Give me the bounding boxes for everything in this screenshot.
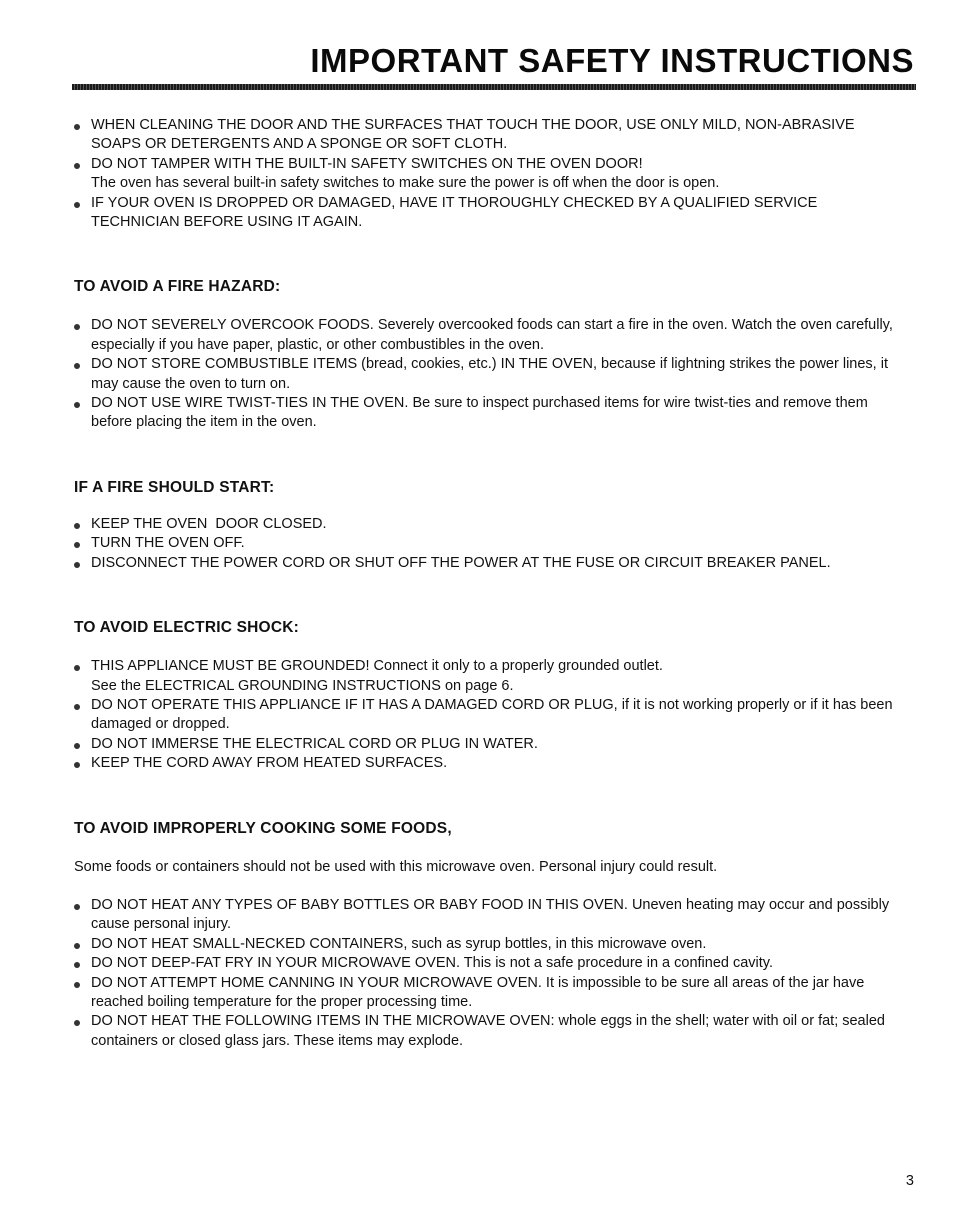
section-heading-fire-hazard: TO AVOID A FIRE HAZARD:	[74, 278, 281, 296]
item-caps: DISCONNECT THE POWER CORD OR SHUT OFF THE POWER AT THE FUSE OR CIRCUIT BREAKER PANEL.	[91, 554, 831, 571]
fire-hazard-list	[74, 316, 906, 432]
bullet-icon	[74, 943, 80, 949]
item-text: Severely overcooked foods can start a fire in the oven. Watch the oven carefully, especially if you have paper, plastic, or other combustibles in the oven.	[91, 317, 893, 353]
item-text: Uneven heating may occur and possibly cause personal injury.	[91, 896, 890, 933]
list-item	[74, 735, 906, 754]
bullet-icon	[74, 523, 80, 529]
bullet-icon	[74, 363, 80, 369]
list-item	[74, 515, 906, 534]
list-item	[74, 316, 906, 355]
bullet-icon	[74, 704, 80, 710]
item-caps: DO NOT SEVERELY OVERCOOK FOODS.	[91, 317, 374, 334]
item-text: because if lightning strikes the power lines, it may cause the oven to turn on.	[91, 356, 888, 392]
section-heading-cooking: TO AVOID IMPROPERLY COOKING SOME FOODS,	[74, 819, 452, 837]
item-caps: KEEP THE CORD AWAY FROM HEATED SURFACES.	[91, 755, 448, 772]
page-title: IMPORTANT SAFETY INSTRUCTIONS	[310, 42, 914, 79]
bullet-icon	[74, 982, 80, 988]
bullet-icon	[74, 542, 80, 548]
list-item	[74, 554, 906, 573]
item-caps: KEEP THE OVEN DOOR CLOSED.	[91, 515, 327, 532]
item-text: if it is not working properly or if it has been damaged or dropped.	[91, 696, 893, 733]
list-item	[74, 696, 906, 735]
cooking-intro: Some foods or containers should not be used with this microwave oven. Personal injury could result.	[74, 858, 718, 875]
bullet-icon	[74, 324, 80, 330]
fire-start-list	[74, 515, 906, 573]
section-heading-electric-shock: TO AVOID ELECTRIC SHOCK:	[74, 619, 299, 637]
bullet-icon	[74, 665, 80, 671]
list-item	[74, 974, 906, 1013]
item-caps: IF YOUR OVEN IS DROPPED OR DAMAGED, HAVE IT THOROUGHLY CHECKED BY A QUALIFIED SERVICE TECHNICIAN BEFORE USING IT AGAIN.	[91, 194, 818, 231]
list-item	[74, 394, 906, 433]
item-caps: THIS APPLIANCE MUST BE GROUNDED!	[91, 658, 370, 675]
list-item	[74, 155, 906, 194]
list-item	[74, 194, 906, 233]
bullet-icon	[74, 962, 80, 968]
item-text: such as syrup bottles, in this microwave oven.	[411, 935, 707, 952]
item-text: This is not a safe procedure in a confined cavity.	[463, 955, 774, 972]
item-caps: DO NOT IMMERSE THE ELECTRICAL CORD OR PLUG IN WATER.	[91, 735, 538, 752]
list-item	[74, 355, 906, 394]
item-caps: DO NOT DEEP-FAT FRY IN YOUR MICROWAVE OVEN.	[91, 955, 460, 972]
item-caps: TURN THE OVEN OFF.	[91, 535, 245, 552]
section-heading-fire-start: IF A FIRE SHOULD START:	[74, 478, 275, 496]
item-note: See the ELECTRICAL GROUNDING INSTRUCTIONS on page 6.	[91, 677, 514, 694]
item-text: Be sure to inspect purchased items for wire twist-ties and remove them before placing the item in the oven.	[91, 395, 868, 431]
item-text: whole eggs in the shell; water with oil or fat; sealed containers or closed glass jars. These items may explode.	[91, 1013, 885, 1049]
title-rule	[72, 84, 916, 90]
item-caps: DO NOT HEAT ANY TYPES OF BABY BOTTLES OR BABY FOOD IN THIS OVEN.	[91, 896, 628, 913]
bullet-icon	[74, 402, 80, 408]
item-caps: DO NOT TAMPER WITH THE BUILT-IN SAFETY SWITCHES ON THE OVEN DOOR!	[91, 155, 643, 172]
list-item	[74, 754, 906, 773]
intro-list	[74, 116, 906, 232]
item-caps: DO NOT HEAT SMALL-NECKED CONTAINERS,	[91, 935, 408, 952]
bullet-icon	[74, 163, 80, 169]
list-item	[74, 1012, 906, 1051]
bullet-icon	[74, 202, 80, 208]
item-caps: DO NOT OPERATE THIS APPLIANCE IF IT HAS A DAMAGED CORD OR PLUG,	[91, 696, 618, 713]
bullet-icon	[74, 562, 80, 568]
item-caps: DO NOT USE WIRE TWIST-TIES IN THE OVEN.	[91, 395, 409, 412]
list-item	[74, 657, 906, 696]
list-item	[74, 896, 906, 935]
item-caps: DO NOT HEAT THE FOLLOWING ITEMS IN THE MICROWAVE OVEN:	[91, 1013, 555, 1030]
bullet-icon	[74, 904, 80, 910]
list-item	[74, 954, 906, 973]
bullet-icon	[74, 762, 80, 768]
bullet-icon	[74, 124, 80, 130]
item-text: It is impossible to be sure all areas of the jar have reached boiling temperature for the proper processing time.	[91, 974, 865, 1010]
list-item	[74, 534, 906, 553]
cooking-list	[74, 896, 906, 1051]
item-text: Connect it only to a properly grounded outlet.	[373, 658, 663, 675]
item-caps: WHEN CLEANING THE DOOR AND THE SURFACES THAT TOUCH THE DOOR, USE ONLY MILD, NON-ABRASIVE SOAPS OR DETERGENTS AND A SPONGE OR SOFT CLOTH.	[91, 117, 855, 153]
bullet-icon	[74, 743, 80, 749]
page-number: 3	[905, 1173, 914, 1189]
list-item	[74, 935, 906, 954]
item-text: The oven has several built-in safety switches to make sure the power is off when the door is open.	[91, 175, 720, 192]
page-content	[74, 116, 906, 1051]
list-item	[74, 116, 906, 155]
electric-shock-list	[74, 657, 906, 773]
bullet-icon	[74, 1020, 80, 1026]
item-caps: DO NOT STORE COMBUSTIBLE ITEMS (bread, cookies, etc.) IN THE OVEN,	[91, 356, 598, 373]
item-caps: DO NOT ATTEMPT HOME CANNING IN YOUR MICROWAVE OVEN.	[91, 974, 542, 991]
